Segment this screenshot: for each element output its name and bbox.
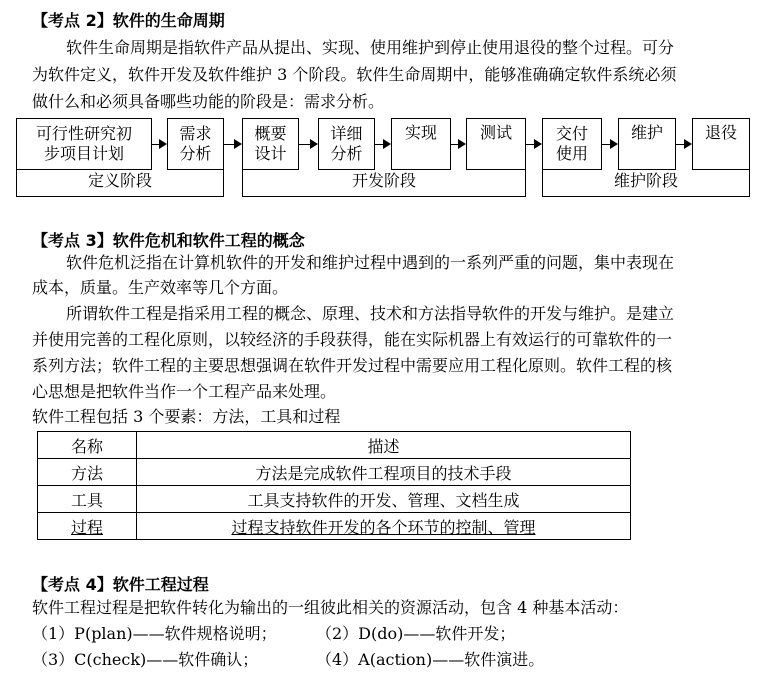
section-2-title: 【考点 2】软件的生命周期 bbox=[32, 11, 225, 30]
cell-desc: 方法是完成软件工程项目的技术手段 bbox=[137, 459, 631, 486]
box-implementation: 实现 bbox=[391, 118, 451, 170]
table-row bbox=[38, 513, 631, 540]
box-requirements: 需求 分析 bbox=[167, 118, 224, 170]
section-4-title: 【考点 4】软件工程过程 bbox=[32, 575, 209, 594]
stage-definition: 定义阶段 bbox=[16, 170, 224, 197]
stage-development: 开发阶段 bbox=[242, 170, 526, 197]
arrow-6 bbox=[526, 144, 540, 145]
table-row bbox=[38, 486, 631, 513]
cell-desc: 过程支持软件开发的各个环节的控制、管理 bbox=[137, 513, 631, 540]
s3-p2-line-2: 并使用完善的工程化原则，以较经济的手段获得，能在实际机器上有效运行的可靠软件的一 bbox=[32, 330, 673, 349]
box-testing: 测试 bbox=[466, 118, 526, 170]
section-3-title: 【考点 3】软件危机和软件工程的概念 bbox=[32, 231, 305, 250]
s3-p2-line-1: 所谓软件工程是指采用工程的概念、原理、技术和方法指导软件的开发与维护。是建立 bbox=[66, 304, 675, 323]
s3-p2-line-4: 心思想是把软件当作一个工程产品来处理。 bbox=[32, 382, 337, 401]
box-detail-analysis: 详细 分析 bbox=[318, 118, 375, 170]
stage-maintenance: 维护阶段 bbox=[542, 170, 750, 197]
s4-item-1: （1）P(plan)——软件规格说明； bbox=[32, 624, 277, 643]
arrow-2 bbox=[224, 144, 240, 145]
table-row bbox=[38, 459, 631, 486]
s2-line-1: 软件生命周期是指软件产品从提出、实现、使用维护到停止使用退役的整个过程。可分 bbox=[66, 38, 675, 57]
s4-item-3: （3）C(check)——软件确认； bbox=[32, 650, 259, 669]
header-desc: 描述 bbox=[137, 432, 631, 459]
box-delivery: 交付 使用 bbox=[542, 118, 602, 170]
box-feasibility: 可行性研究初 步项目计划 bbox=[16, 118, 152, 170]
box-outline-design: 概要 设计 bbox=[242, 118, 299, 170]
arrow-5 bbox=[451, 144, 464, 145]
s2-line-2: 为软件定义，软件开发及软件维护 3 个阶段。软件生命周期中，能够准确确定软件系统必须 bbox=[32, 65, 677, 84]
s4-item-4: （4）A(action)——软件演进。 bbox=[316, 650, 545, 669]
cell-name: 方法 bbox=[38, 459, 137, 486]
s3-p1-line-2: 成本，质量。生产效率等几个方面。 bbox=[32, 278, 289, 297]
s3-p2-line-3: 系列方法；软件工程的主要思想强调在软件开发过程中需要应用工程化原则。软件工程的核 bbox=[32, 356, 673, 375]
s2-line-3: 做什么和必须具备哪些功能的阶段是：需求分析。 bbox=[32, 92, 385, 111]
cell-name: 过程 bbox=[38, 513, 137, 540]
s3-p1-line-1: 软件危机泛指在计算机软件的开发和维护过程中遇到的一系列严重的问题，集中表现在 bbox=[66, 253, 675, 272]
arrow-7 bbox=[602, 144, 616, 145]
header-name: 名称 bbox=[38, 432, 137, 459]
s4-intro: 软件工程过程是把软件转化为输出的一组彼此相关的资源活动，包含 4 种基本活动： bbox=[32, 598, 629, 617]
box-retirement: 退役 bbox=[692, 118, 750, 170]
cell-name: 工具 bbox=[38, 486, 137, 513]
arrow-1 bbox=[152, 144, 165, 145]
arrow-3 bbox=[299, 144, 316, 145]
table-header-row bbox=[38, 432, 631, 459]
cell-desc: 工具支持软件的开发、管理、文档生成 bbox=[137, 486, 631, 513]
arrow-4 bbox=[375, 144, 389, 145]
s4-item-2: （2）D(do)——软件开发； bbox=[316, 624, 516, 643]
box-maintenance: 维护 bbox=[618, 118, 676, 170]
arrow-8 bbox=[676, 144, 690, 145]
elements-table bbox=[37, 431, 631, 540]
s3-table-intro: 软件工程包括 3 个要素：方法，工具和过程 bbox=[32, 407, 341, 426]
